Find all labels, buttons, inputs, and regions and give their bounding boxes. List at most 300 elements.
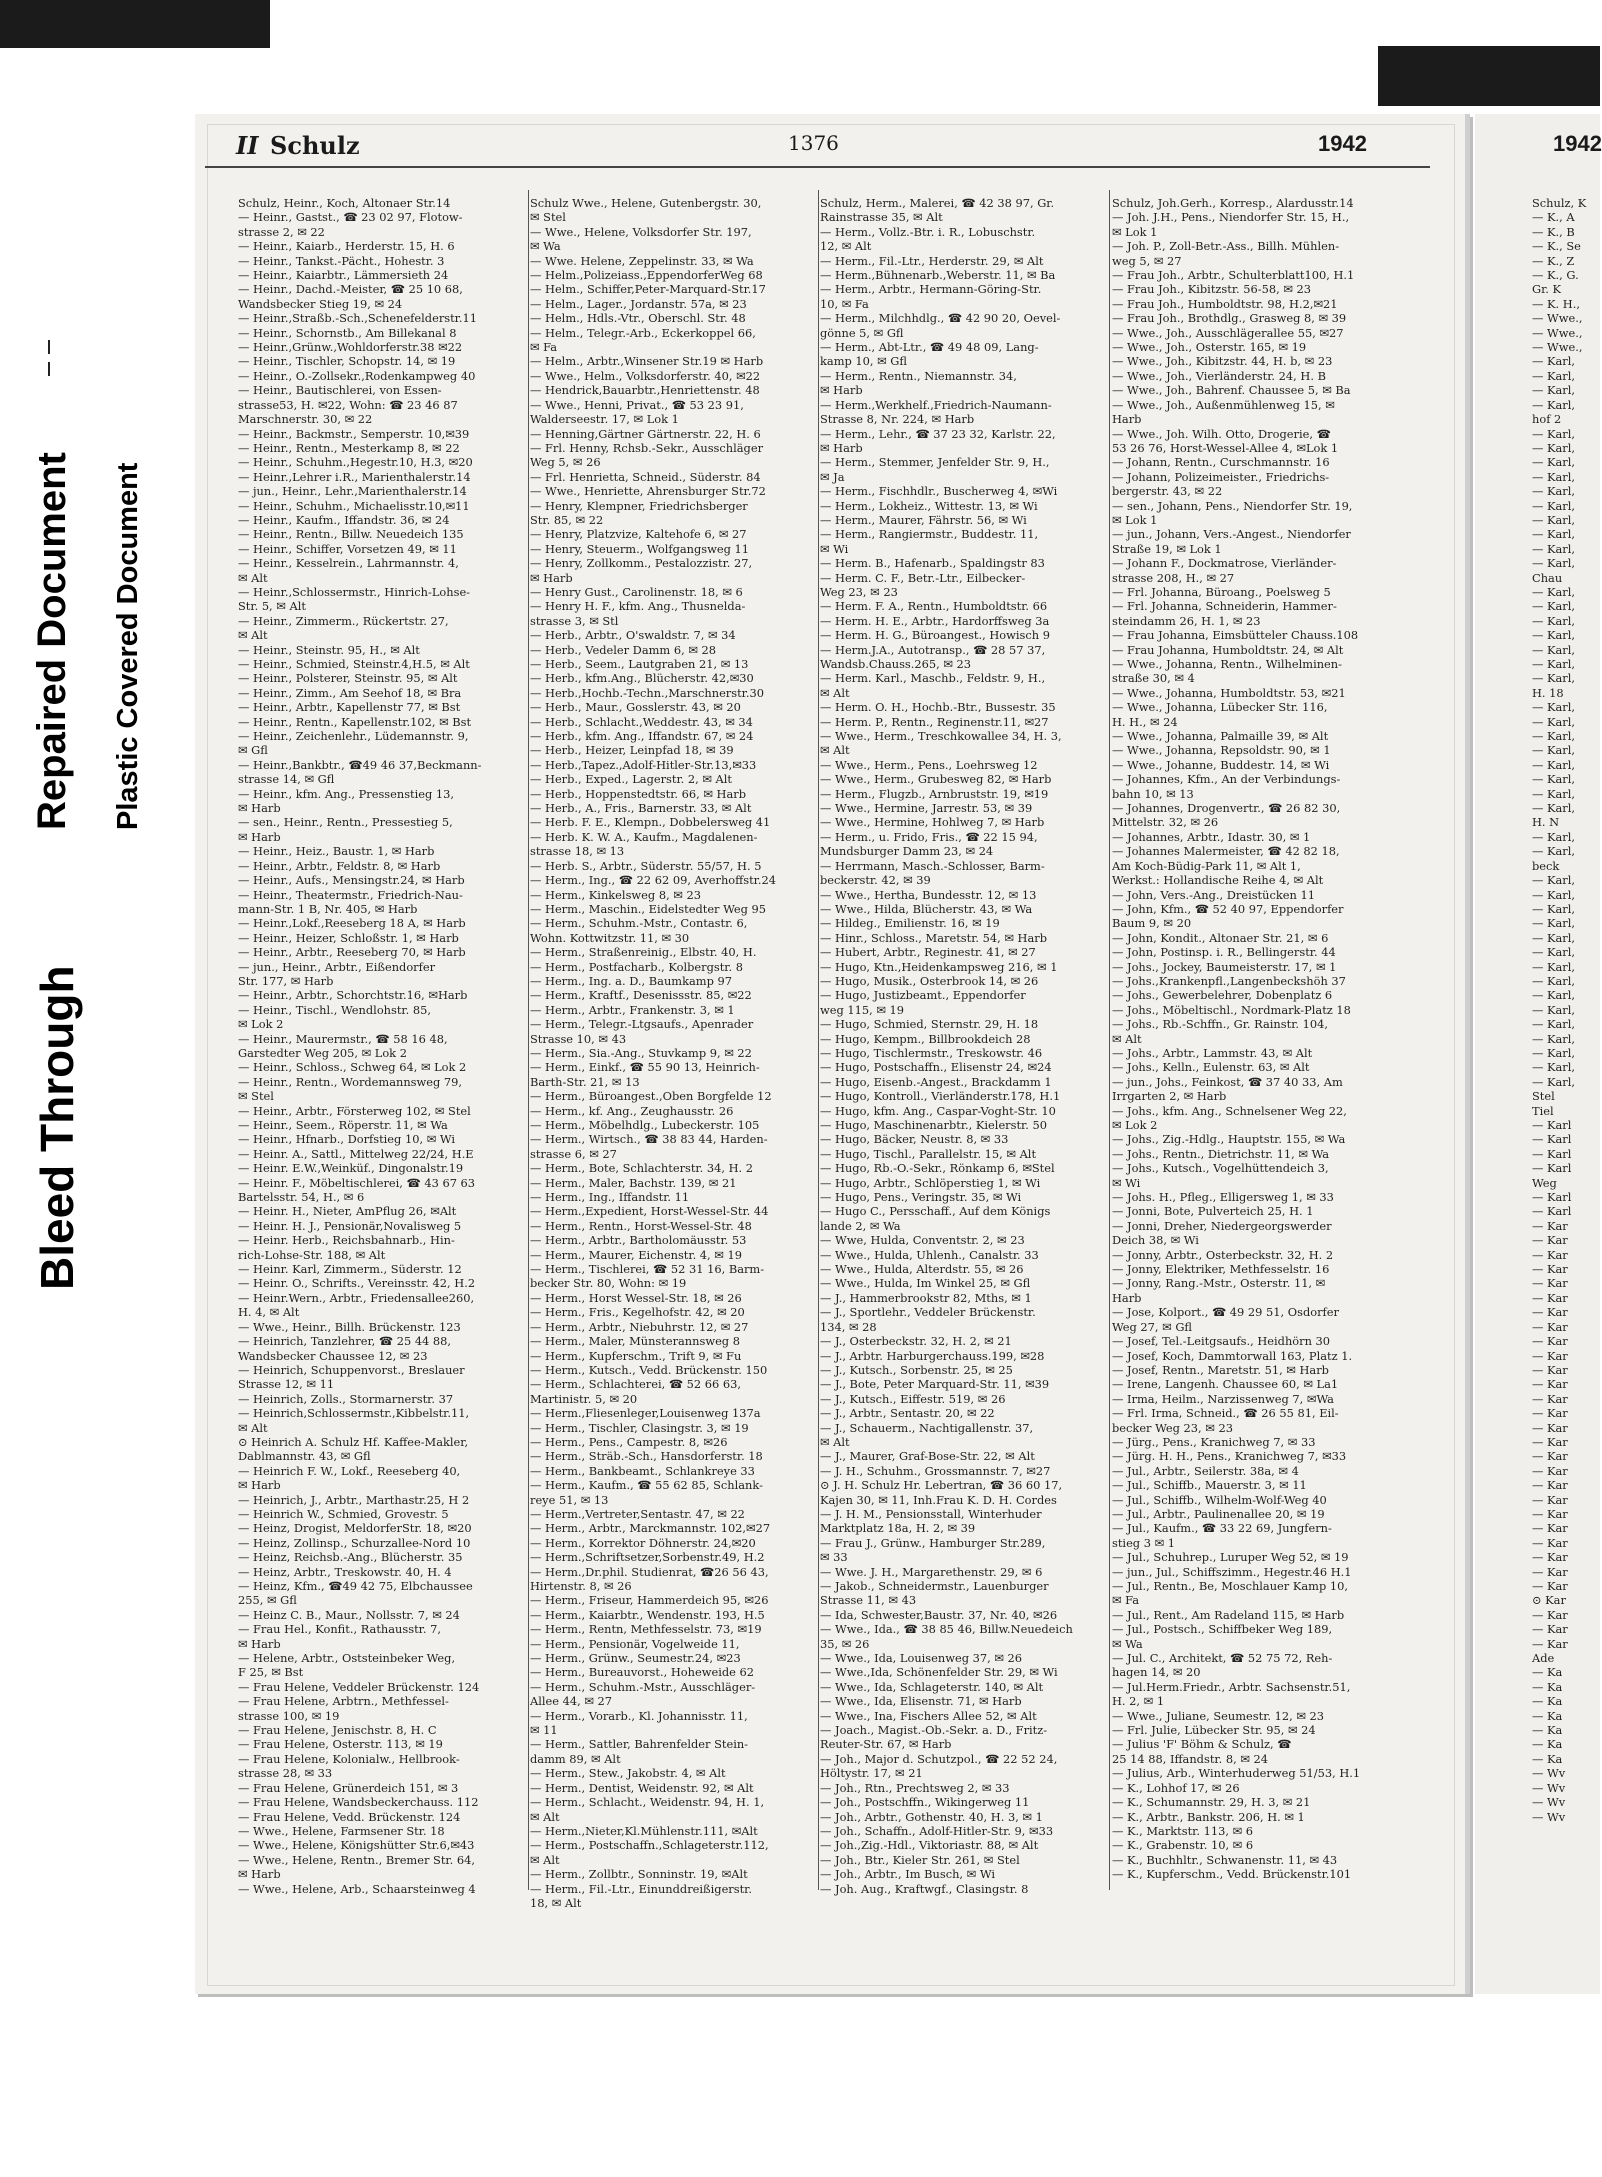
directory-entry: — Karl, <box>1532 916 1576 931</box>
directory-entry: — Herm., Fischhdlr., Buscherweg 4, ✉Wi <box>820 484 1058 499</box>
directory-entry: — Herm., Maler, Bachstr. 139, ✉ 21 <box>530 1175 737 1190</box>
directory-entry: — Karl, <box>1532 743 1576 758</box>
directory-entry: — Hugo, Tischl., Parallelstr. 15, ✉ Alt <box>820 1146 1037 1161</box>
directory-entry: — Kar <box>1532 1377 1568 1392</box>
directory-entry: — Hugo, Schmied, Sternstr. 29, H. 18 <box>820 1017 1039 1032</box>
directory-entry: — Heinr., O.-Zollsekr.,Rodenkampweg 40 <box>238 368 476 383</box>
directory-entry: — Herm., Pensionär, Vogelweide 11, <box>530 1636 740 1651</box>
directory-entry: — Hugo, Arbtr., Schlöperstieg 1, ✉ Wi <box>820 1175 1041 1190</box>
directory-entry: Wandsbecker Stieg 19, ✉ 24 <box>238 296 403 311</box>
directory-entry: — Helm., Arbtr.,Winsener Str.19 ✉ Harb <box>530 354 764 369</box>
directory-entry: ✉ Lok 1 <box>1112 224 1158 239</box>
directory-entry: — jun., Heinr., Lehr.,Marienthalerstr.14 <box>238 484 467 499</box>
directory-entry: — Heinr. E.W.,Weinküf., Dingonalstr.19 <box>238 1161 464 1176</box>
directory-entry: — Henry, Klempner, Friedrichsberger <box>530 498 748 513</box>
directory-entry: kamp 10, ✉ Gfl <box>820 354 908 369</box>
directory-entry: — Herm.,Bühnenarb.,Weberstr. 11, ✉ Ba <box>820 268 1056 283</box>
directory-entry: — Hugo, Rb.-O.-Sekr., Rönkamp 6, ✉Stel <box>820 1161 1055 1176</box>
directory-entry: Dablmannstr. 43, ✉ Gfl <box>238 1449 371 1464</box>
directory-entry: — Johann F., Dockmatrose, Vierländer- <box>1112 556 1337 571</box>
directory-entry: — Kar <box>1532 1449 1568 1464</box>
directory-entry: H. N <box>1532 815 1560 830</box>
directory-entry: beckerstr. 42, ✉ 39 <box>820 873 931 888</box>
directory-entry: — Heinrich, J., Arbtr., Marthastr.25, H 2 <box>238 1492 470 1507</box>
directory-entry: — Hugo, Tischlermstr., Treskowstr. 46 <box>820 1045 1043 1060</box>
directory-entry: — Frl. Henny, Rchsb.-Sekr., Ausschläger <box>530 440 764 455</box>
directory-entry: — Heinr. O., Schrifts., Vereinsstr. 42, H.2 <box>238 1276 476 1291</box>
directory-entry: — Karl, <box>1532 945 1576 960</box>
directory-entry: — Kar <box>1532 1247 1568 1262</box>
directory-entry: — Hugo, Justizbeamt., Eppendorfer <box>820 988 1026 1003</box>
directory-entry: ✉ Alt <box>238 628 268 643</box>
directory-entry: — Herm., Maler, Münsterannsweg 8 <box>530 1334 740 1349</box>
directory-entry: — Henry Gust., Carolinenstr. 18, ✉ 6 <box>530 584 743 599</box>
directory-entry: — Wwe., Ida, Schlageterstr. 140, ✉ Alt <box>820 1679 1044 1694</box>
directory-entry: — Kar <box>1532 1262 1568 1277</box>
directory-entry: reye 51, ✉ 13 <box>530 1492 609 1507</box>
directory-entry: — Henning,Gärtner Gärtnerstr. 22, H. 6 <box>530 426 761 441</box>
directory-entry: — Herm., Maurer, Eichenstr. 4, ✉ 19 <box>530 1247 742 1262</box>
directory-entry: — Karl, <box>1532 988 1576 1003</box>
directory-entry: — Herm., Ing., Iffandstr. 11 <box>530 1190 690 1205</box>
directory-entry: — Heinr., kfm. Ang., Pressenstieg 13, <box>238 786 455 801</box>
directory-entry: — J., Arbtr., Sentastr. 20, ✉ 22 <box>820 1406 995 1421</box>
directory-entry: — Herm. F. A., Rentn., Humboldtstr. 66 <box>820 599 1048 614</box>
directory-entry: — Herm. Karl., Maschb., Feldstr. 9, H., <box>820 671 1046 686</box>
year-label-next-page: 1942 <box>1553 131 1602 156</box>
directory-entry: Wandsb.Chauss.265, ✉ 23 <box>820 657 972 671</box>
directory-entry: mann-Str. 1 B, Nr. 405, ✉ Harb <box>238 901 418 916</box>
directory-entry: Am Koch-Büdig-Park 11, ✉ Alt 1, <box>1112 858 1301 873</box>
directory-entry: — Wwe., Helene, Arb., Schaarsteinweg 4 <box>238 1881 476 1896</box>
directory-entry: — Wwe., Ida, Elisenstr. 71, ✉ Harb <box>820 1694 1022 1709</box>
directory-entry: stieg 3 ✉ 1 <box>1112 1535 1175 1550</box>
directory-entry: ✉ Harb <box>820 440 863 455</box>
directory-entry: — K., Grabenstr. 10, ✉ 6 <box>1112 1838 1254 1853</box>
directory-entry: ✉ Harb <box>238 829 281 844</box>
directory-entry: — Wwe, Hulda, Conventstr. 2, ✉ 23 <box>820 1233 1025 1248</box>
directory-entry: F 25, ✉ Bst <box>238 1665 304 1680</box>
directory-entry: — Hugo, Postschaffn., Elisenstr 24, ✉24 <box>820 1060 1052 1075</box>
directory-entry: — Hugo, Eisenb.-Angest., Brackdamm 1 <box>820 1074 1052 1089</box>
directory-entry: — Wwe., Joh. Wilh. Otto, Drogerie, ☎ <box>1112 426 1331 441</box>
directory-entry: — Herm.,Schriftsetzer,Sorbenstr.49, H.2 <box>530 1550 765 1565</box>
directory-entry: — Heinr., Arbtr., Försterweg 102, ✉ Stel <box>238 1103 471 1118</box>
directory-entry: — Johs.,Krankenpfl.,Langenbeckshöh 37 <box>1112 973 1346 988</box>
directory-entry: — Heinr., Kaiarbtr., Lämmersieth 24 <box>238 268 449 283</box>
directory-entry: — Herb., kfm.Ang., Blücherstr. 42,✉30 <box>530 671 754 686</box>
directory-entry: — jun., Johs., Feinkost, ☎ 37 40 33, Am <box>1112 1074 1343 1089</box>
directory-entry: — Heinr., Zimmerm., Rückertstr. 27, <box>238 613 449 628</box>
directory-entry: Ade <box>1532 1651 1555 1666</box>
directory-entry: — Karl, <box>1532 440 1576 455</box>
directory-entry: strasse 14, ✉ Gfl <box>238 772 335 787</box>
directory-entry: — Herm.J.A., Autotransp., ☎ 28 57 37, <box>820 642 1046 657</box>
directory-entry: — Herm., Kutsch., Vedd. Brückenstr. 150 <box>530 1362 768 1377</box>
directory-entry: ✉ Alt <box>530 1809 560 1824</box>
directory-entry: beck <box>1532 858 1560 873</box>
directory-entry: — Kar <box>1532 1305 1568 1320</box>
directory-entry: Schulz Wwe., Helene, Gutenbergstr. 30, <box>530 196 762 210</box>
directory-entry: hof 2 <box>1532 412 1562 427</box>
directory-entry: — Heinr., Maurermstr., ☎ 58 16 48, <box>238 1031 448 1046</box>
directory-entry: ✉ Stel <box>238 1089 274 1104</box>
directory-entry: Baum 9, ✉ 20 <box>1112 916 1192 931</box>
directory-entry: — Herb. F. E., Klempn., Dobbelersweg 41 <box>530 815 771 830</box>
directory-entry: — Wwe., Heinr., Billh. Brückenstr. 123 <box>238 1319 461 1334</box>
directory-entry: — Herm., Friseur, Hammerdeich 95, ✉26 <box>530 1593 769 1608</box>
directory-entry: — Herm., Horst Wessel-Str. 18, ✉ 26 <box>530 1290 742 1305</box>
directory-entry: — Jul. C., Architekt, ☎ 52 75 72, Reh- <box>1112 1651 1333 1666</box>
directory-entry: gönne 5, ✉ Gfl <box>820 325 904 340</box>
directory-entry: — Heinr., Polsterer, Steinstr. 95, ✉ Alt <box>238 671 458 686</box>
column-divider <box>1109 190 1110 1890</box>
directory-entry: — Herm. C. F., Betr.-Ltr., Eilbecker- <box>820 570 1026 585</box>
directory-entry: — Herm., Vollz.-Btr. i. R., Lobuschstr. <box>820 224 1036 239</box>
directory-entry: — Karl, <box>1532 628 1576 643</box>
directory-entry: Weg 23, ✉ 23 <box>820 584 898 599</box>
directory-entry: — Frl. Julie, Lübecker Str. 95, ✉ 24 <box>1112 1723 1316 1738</box>
directory-entry: — Karl, <box>1532 1031 1576 1046</box>
directory-entry: ✉ Alt <box>820 685 850 700</box>
directory-entry: — Herm., Straßenreinig., Elbstr. 40, H. <box>530 945 757 960</box>
directory-entry: — Herm., Schuhm.-Mstr., Contastr. 6, <box>530 916 748 931</box>
directory-entry: — Herm., Ing., ☎ 22 62 09, Averhoffstr.24 <box>530 873 776 888</box>
directory-entry: — J., Sportlehr., Veddeler Brückenstr. <box>820 1305 1036 1320</box>
directory-entry: — Karl, <box>1532 844 1576 859</box>
directory-entry: Weg <box>1532 1175 1557 1190</box>
directory-entry: Mittelstr. 32, ✉ 26 <box>1112 815 1219 830</box>
directory-entry: ✉ Harb <box>238 1636 281 1651</box>
directory-entry: Weg 27, ✉ Gfl <box>1112 1319 1193 1334</box>
directory-entry: — Kar <box>1532 1348 1568 1363</box>
directory-entry: — Herb., Schlacht.,Weddestr. 43, ✉ 34 <box>530 714 753 729</box>
directory-entry: — Heinz, Arbtr., Treskowstr. 40, H. 4 <box>238 1564 452 1579</box>
directory-column-2 <box>530 196 815 1910</box>
directory-entry: — Kar <box>1532 1550 1568 1565</box>
directory-entry: — K. H., <box>1532 296 1580 311</box>
directory-entry: — Herm.,Nieter,Kl.Mühlenstr.111, ✉Alt <box>530 1823 758 1838</box>
directory-entry: ✉ Gfl <box>238 743 268 758</box>
directory-entry: — Wwe., Johanna, Repsoldstr. 90, ✉ 1 <box>1112 743 1331 758</box>
directory-entry: — Wwe., <box>1532 340 1583 355</box>
directory-entry: ✉ Alt <box>820 1434 850 1449</box>
directory-entry: — Johannes, Arbtr., Idastr. 30, ✉ 1 <box>1112 829 1311 844</box>
directory-entry: ✉ Wi <box>1112 1175 1141 1190</box>
directory-column-3 <box>820 196 1108 1896</box>
directory-entry: — Heinr. H. J., Pensionär,Novalisweg 5 <box>238 1218 462 1233</box>
directory-entry: — Karl, <box>1532 887 1576 902</box>
directory-entry: — J., Kutsch., Eiffestr. 519, ✉ 26 <box>820 1391 1006 1406</box>
directory-entry: — J. H., Schuhm., Grossmannstr. 7, ✉27 <box>820 1463 1051 1478</box>
directory-entry: — John, Vers.-Ang., Dreistücken 11 <box>1112 887 1315 902</box>
directory-entry: — Herb., kfm. Ang., Iffandstr. 67, ✉ 24 <box>530 729 754 744</box>
directory-entry: — Frau Joh., Humboldtstr. 98, H.2,✉21 <box>1112 296 1338 311</box>
directory-entry: 18, ✉ Alt <box>530 1895 582 1910</box>
directory-entry: — Herb., Arbtr., O'swaldstr. 7, ✉ 34 <box>530 628 736 643</box>
directory-entry: — Joh., Arbtr., Gothenstr. 40, H. 3, ✉ 1 <box>820 1809 1043 1824</box>
directory-entry: — Heinr., Dachd.-Meister, ☎ 25 10 68, <box>238 282 463 297</box>
directory-entry: — Herm., Bureauvorst., Hoheweide 62 <box>530 1665 754 1680</box>
divider-mark <box>48 340 50 354</box>
directory-entry: — Herrmann, Masch.-Schlosser, Barm- <box>820 858 1045 873</box>
directory-entry: — jun., Jul., Schiffszimm., Hegestr.46 H.1 <box>1112 1564 1352 1579</box>
directory-entry: — Herb. S., Arbtr., Süderstr. 55/57, H. 5 <box>530 858 762 873</box>
directory-entry: — Jul., Rent., Am Radeland 115, ✉ Harb <box>1112 1607 1345 1622</box>
directory-entry: — Hugo C., Persschaff., Auf dem Königs <box>820 1204 1051 1219</box>
directory-entry: — Wwe., Johanna, Humboldtstr. 53, ✉21 <box>1112 685 1346 700</box>
directory-entry: — Frau Helene, Jenischstr. 8, H. C <box>238 1723 437 1738</box>
directory-entry: — Wwe., Helene, Farmsener Str. 18 <box>238 1823 445 1838</box>
directory-entry: — Johann, Rentn., Curschmannstr. 16 <box>1112 455 1330 470</box>
directory-entry: — Josef, Koch, Dammtorwall 163, Platz 1. <box>1112 1348 1353 1363</box>
directory-entry: — Wwe., Hertha, Bundesstr. 12, ✉ 13 <box>820 887 1037 902</box>
directory-entry: — Herm.,Dr.phil. Studienrat, ☎26 56 43, <box>530 1564 769 1579</box>
directory-entry: strasse 100, ✉ 19 <box>238 1708 340 1723</box>
directory-entry: — Herb., A., Fris., Barnerstr. 33, ✉ Alt <box>530 801 752 816</box>
directory-entry: — sen., Johann, Pens., Niendorfer Str. 19, <box>1112 498 1353 513</box>
directory-entry: — Johs., Gewerbelehrer, Dobenplatz 6 <box>1112 988 1333 1003</box>
directory-entry: ✉ Harb <box>238 801 281 816</box>
directory-entry: — Karl, <box>1532 512 1576 527</box>
directory-entry: — Heinrich, Tanzlehrer, ☎ 25 44 88, <box>238 1334 452 1349</box>
directory-entry: — Wwe. J. H., Margarethenstr. 29, ✉ 6 <box>820 1564 1043 1579</box>
directory-entry: — Jul., Arbtr., Seilerstr. 38a, ✉ 4 <box>1112 1463 1299 1478</box>
directory-entry: — Karl, <box>1532 527 1576 542</box>
directory-entry: — Wwe., Joh., Kibitzstr. 44, H. b, ✉ 23 <box>1112 354 1333 369</box>
directory-entry: — Herm., Ing. a. D., Baumkamp 97 <box>530 973 732 988</box>
directory-entry: Wohn. Kottwitzstr. 11, ✉ 30 <box>530 930 690 945</box>
directory-entry: — Herm., Stemmer, Jenfelder Str. 9, H., <box>820 455 1050 470</box>
directory-entry: — Heinr., Schornstb., Am Billekanal 8 <box>238 325 457 340</box>
directory-entry: — Karl, <box>1532 455 1576 470</box>
directory-entry: — Herm. B., Hafenarb., Spaldingstr 83 <box>820 556 1045 571</box>
directory-entry: — Wwe., Helm., Volksdorferstr. 40, ✉22 <box>530 368 761 383</box>
directory-entry: — Herm., Milchhdlg., ☎ 42 90 20, Oevel- <box>820 311 1061 326</box>
directory-entry: — Karl, <box>1532 671 1576 686</box>
directory-entry: — Wwe., Helene, Volksdorfer Str. 197, <box>530 224 752 239</box>
directory-entry: — Joh., Schaffn., Adolf-Hitler-Str. 9, ✉33 <box>820 1823 1054 1838</box>
directory-entry: Bartelsstr. 54, H., ✉ 6 <box>238 1190 365 1205</box>
directory-entry: — Ka <box>1532 1737 1563 1752</box>
directory-entry: Hirtenstr. 8, ✉ 26 <box>530 1579 632 1593</box>
directory-entry: Höltystr. 17, ✉ 21 <box>820 1766 923 1781</box>
directory-entry: — Heinr. F., Möbeltischlerei, ☎ 43 67 63 <box>238 1175 476 1190</box>
directory-entry: — Hugo, Kontroll., Vierländerstr.178, H.1 <box>820 1089 1061 1104</box>
directory-entry: — Herm., Grünw., Seumestr.24, ✉23 <box>530 1651 741 1666</box>
directory-entry: — Karl, <box>1532 657 1576 671</box>
directory-entry: — Heinr., Rentn., Billw. Neuedeich 135 <box>238 527 464 542</box>
directory-entry: — Heinr.,Bankbtr., ☎49 46 37,Beckmann- <box>238 757 482 772</box>
directory-entry: — Heinr., Gastst., ☎ 23 02 97, Flotow- <box>238 210 463 225</box>
label-repaired-document: Repaired Document <box>30 452 74 830</box>
directory-entry: — Helm.,Polizeiass.,EppendorferWeg 68 <box>530 268 763 283</box>
directory-entry: — Herm., Sia.-Ang., Stuvkamp 9, ✉ 22 <box>530 1045 752 1060</box>
directory-entry: — Heinr., Arbtr., Schorchtstr.16, ✉Harb <box>238 988 468 1003</box>
directory-entry: — Kar <box>1532 1579 1568 1593</box>
directory-entry: — Karl, <box>1532 642 1576 657</box>
directory-entry: — Wv <box>1532 1766 1566 1781</box>
directory-entry: — Johs., Zig.-Hdlg., Hauptstr. 155, ✉ Wa <box>1112 1132 1346 1147</box>
directory-entry: Barth-Str. 21, ✉ 13 <box>530 1074 640 1089</box>
directory-entry: — Herm. H. E., Arbtr., Hardorffsweg 3a <box>820 613 1050 628</box>
directory-entry: — Wwe., <box>1532 325 1583 340</box>
directory-entry: 134, ✉ 28 <box>820 1319 877 1334</box>
directory-entry: Marktplatz 18a, H. 2, ✉ 39 <box>820 1521 976 1536</box>
directory-entry: — Johs., Jockey, Baumeisterstr. 17, ✉ 1 <box>1112 959 1337 974</box>
directory-entry: — Johannes Malermeister, ☎ 42 82 18, <box>1112 844 1340 859</box>
directory-entry: — Jakob., Schneidermstr., Lauenburger <box>820 1579 1049 1593</box>
directory-entry: — Herm., Kaiarbtr., Wendenstr. 193, H.5 <box>530 1607 765 1622</box>
directory-entry: ✉ 33 <box>820 1550 848 1565</box>
directory-entry: — Frau Joh., Kibitzstr. 56-58, ✉ 23 <box>1112 282 1311 297</box>
directory-entry: Harb <box>1112 412 1142 427</box>
directory-entry: — Herm., Schuhm.-Mstr., Ausschläger- <box>530 1679 756 1694</box>
directory-entry: — Heinr.,Grünw.,Wohldorferstr.38 ✉22 <box>238 340 463 355</box>
directory-entry: — Karl, <box>1532 772 1576 787</box>
page-number: 1376 <box>788 131 839 155</box>
directory-entry: — Kar <box>1532 1218 1568 1233</box>
directory-entry: — Jul., Arbtr., Paulinenallee 20, ✉ 19 <box>1112 1506 1325 1521</box>
directory-entry: — J., Osterbeckstr. 32, H. 2, ✉ 21 <box>820 1334 1012 1349</box>
directory-entry: — Heinr., Tischl., Wendlohstr. 85, <box>238 1002 431 1017</box>
directory-entry: — Wwe., Hermine, Jarrestr. 53, ✉ 39 <box>820 801 1033 816</box>
directory-entry: — Karl <box>1532 1161 1572 1176</box>
directory-entry: ✉ Fa <box>530 340 558 355</box>
directory-entry: — Helm., Hdls.-Vtr., Oberschl. Str. 48 <box>530 311 746 326</box>
directory-entry: ✉ Fa <box>1112 1593 1140 1608</box>
directory-entry: strasse 6, ✉ 27 <box>530 1146 617 1161</box>
directory-entry: ✉ 11 <box>530 1723 558 1738</box>
directory-entry: — Kar <box>1532 1607 1568 1622</box>
directory-entry: weg 115, ✉ 19 <box>820 1002 905 1017</box>
directory-entry: — Karl, <box>1532 757 1576 772</box>
directory-entry: H. 2, ✉ 1 <box>1112 1694 1165 1709</box>
directory-entry: — Karl, <box>1532 729 1576 744</box>
directory-entry: — Heinr., Rentn., Kapellenstr.102, ✉ Bst <box>238 714 472 729</box>
directory-entry: — Heinr., Backmstr., Semperstr. 10,✉39 <box>238 426 470 441</box>
directory-entry: — John, Kondit., Altonaer Str. 21, ✉ 6 <box>1112 930 1329 945</box>
directory-entry: — K., A <box>1532 210 1575 225</box>
directory-entry: H. 4, ✉ Alt <box>238 1305 300 1320</box>
directory-entry: — Heinr.,Lokf.,Reeseberg 18 A, ✉ Harb <box>238 916 466 931</box>
directory-entry: Allee 44, ✉ 27 <box>530 1694 613 1709</box>
directory-entry: — Johs., Möbeltischl., Nordmark-Platz 18 <box>1112 1002 1351 1017</box>
directory-entry: ✉ Lok 1 <box>1112 512 1158 527</box>
directory-entry: — Josef, Tel.-Leitgsaufs., Heidhörn 30 <box>1112 1334 1331 1349</box>
directory-entry: — Herb.,Hochb.-Techn.,Marschnerstr.30 <box>530 685 764 700</box>
directory-entry: Harb <box>1112 1290 1142 1305</box>
directory-entry: — Herm., Kaufm., ☎ 55 62 85, Schlank- <box>530 1478 763 1493</box>
directory-entry: — Heinr., Schloss., Schweg 64, ✉ Lok 2 <box>238 1060 467 1075</box>
directory-entry: — Wwe., Hulda, Alterdstr. 55, ✉ 26 <box>820 1262 1024 1277</box>
directory-entry: ✉ Alt <box>1112 1031 1142 1046</box>
directory-entry: — Karl <box>1532 1118 1572 1132</box>
directory-entry: — Herm., u. Frido, Fris., ☎ 22 15 94, <box>820 829 1038 844</box>
directory-entry: ✉ Lok 2 <box>1112 1118 1158 1132</box>
directory-entry: Gr. K <box>1532 282 1562 297</box>
directory-entry: — Herm., Postfacharb., Kolbergstr. 8 <box>530 959 743 974</box>
directory-entry: — Frau Helene, Kolonialw., Hellbrook- <box>238 1751 460 1766</box>
directory-entry: — Herm. O. H., Hochb.-Btr., Bussestr. 35 <box>820 700 1056 715</box>
directory-entry: — Johs., Kutsch., Vogelhüttendeich 3, <box>1112 1161 1329 1176</box>
directory-entry: — Frau Helene, Arbtrn., Methfessel- <box>238 1694 449 1709</box>
directory-entry: — Karl, <box>1532 1045 1576 1060</box>
directory-entry: — J., Hammerbrookstr 82, Mths, ✉ 1 <box>820 1290 1032 1305</box>
directory-entry: — Frl. Irma, Schneid., ☎ 26 55 81, Eil- <box>1112 1406 1339 1421</box>
directory-entry: — Wwe., Herm., Grubesweg 82, ✉ Harb <box>820 772 1052 787</box>
directory-entry: strasse 18, ✉ 13 <box>530 844 625 859</box>
directory-entry: — Herm., Wirtsch., ☎ 38 83 44, Harden- <box>530 1132 768 1147</box>
directory-entry: — Karl, <box>1532 584 1576 599</box>
directory-entry: — Wwe. Helene, Zeppelinstr. 33, ✉ Wa <box>530 253 754 268</box>
column-divider <box>528 190 529 1890</box>
directory-entry: Garstedter Weg 205, ✉ Lok 2 <box>238 1045 407 1060</box>
directory-entry: — Heinr., Tankst.-Pächt., Hohestr. 3 <box>238 253 445 268</box>
directory-entry: — Karl, <box>1532 599 1576 614</box>
directory-entry: — Karl <box>1532 1190 1572 1205</box>
directory-entry: — Heinr. Herb., Reichsbahnarb., Hin- <box>238 1233 455 1248</box>
directory-entry: — Frau Helene, Grünerdeich 151, ✉ 3 <box>238 1780 459 1795</box>
directory-entry: — Heinr., Arbtr., Feldstr. 8, ✉ Harb <box>238 858 441 873</box>
directory-entry: — Henry, Platzvize, Kaltehofe 6, ✉ 27 <box>530 527 747 542</box>
directory-entry: — K., Schumannstr. 29, H. 3, ✉ 21 <box>1112 1795 1311 1810</box>
directory-entry: ✉ Ja <box>820 469 845 484</box>
directory-entry: — Heinr.Wern., Arbtr., Friedensallee260, <box>238 1290 475 1305</box>
directory-entry: — Heinr., Schuhm.,Hegestr.10, H.3, ✉20 <box>238 455 473 470</box>
directory-entry: — K., B <box>1532 224 1575 239</box>
directory-entry: — Jürg. H. H., Pens., Kranichweg 7, ✉33 <box>1112 1449 1347 1464</box>
directory-entry: strasse 3, ✉ Stl <box>530 613 619 628</box>
directory-entry: — Irene, Langenh. Chaussee 60, ✉ La1 <box>1112 1377 1339 1392</box>
directory-entry: — Ka <box>1532 1694 1563 1709</box>
directory-entry: Str. 5, ✉ Alt <box>238 599 306 614</box>
directory-entry: — Wwe., Helene, Königshütter Str.6,✉43 <box>238 1838 475 1853</box>
directory-entry: ✉ Harb <box>238 1867 281 1882</box>
directory-entry: Chau <box>1532 570 1563 585</box>
directory-entry: — Herb., Vedeler Damm 6, ✉ 28 <box>530 642 716 657</box>
directory-entry: — Wwe., Henni, Privat., ☎ 53 23 91, <box>530 397 744 412</box>
divider-mark <box>48 362 50 376</box>
directory-entry: — Henry H. F., kfm. Ang., Thusnelda- <box>530 599 746 614</box>
directory-entry: — Wwe., Ida, Louisenweg 37, ✉ 26 <box>820 1651 1023 1666</box>
directory-entry: bahn 10, ✉ 13 <box>1112 786 1194 801</box>
directory-entry: ✉ Alt <box>530 1852 560 1867</box>
directory-entry: — Herm., Korrektor Döhnerstr. 24,✉20 <box>530 1535 756 1550</box>
directory-entry: — Kar <box>1532 1478 1568 1493</box>
directory-entry: — Karl <box>1532 1132 1572 1147</box>
directory-entry: Str. 177, ✉ Harb <box>238 973 334 988</box>
directory-entry: — Frau Helene, Veddeler Brückenstr. 124 <box>238 1679 480 1694</box>
directory-entry: — Karl, <box>1532 397 1576 412</box>
directory-entry: 35, ✉ 26 <box>820 1636 870 1651</box>
directory-entry: — Karl, <box>1532 383 1576 398</box>
directory-entry: — Karl, <box>1532 368 1576 383</box>
directory-entry: strasse 2, ✉ 22 <box>238 224 325 239</box>
directory-entry: — Heinrich,Schlossermstr.,Kibbelstr.11, <box>238 1406 470 1421</box>
directory-entry: — Herm., Rentn., Horst-Wessel-Str. 48 <box>530 1218 752 1233</box>
directory-entry: — Heinz, Drogist, MeldorferStr. 18, ✉20 <box>238 1521 472 1536</box>
directory-entry: — Frau Helene, Wandsbeckerchauss. 112 <box>238 1795 479 1810</box>
directory-entry: — Joh.,Zig.-Hdl., Viktoriastr. 88, ✉ Alt <box>820 1838 1039 1853</box>
directory-entry: Strasse 8, Nr. 224, ✉ Harb <box>820 412 975 427</box>
directory-entry: — Hugo, Bäcker, Neustr. 8, ✉ 33 <box>820 1132 1009 1147</box>
directory-entry: — Henry, Steuerm., Wolfgangsweg 11 <box>530 541 750 556</box>
directory-column-next-page <box>1532 196 1600 1891</box>
directory-entry: — Kar <box>1532 1506 1568 1521</box>
directory-entry: — Kar <box>1532 1233 1568 1248</box>
directory-entry: — Herm., Maurer, Fährstr. 56, ✉ Wi <box>820 512 1027 527</box>
